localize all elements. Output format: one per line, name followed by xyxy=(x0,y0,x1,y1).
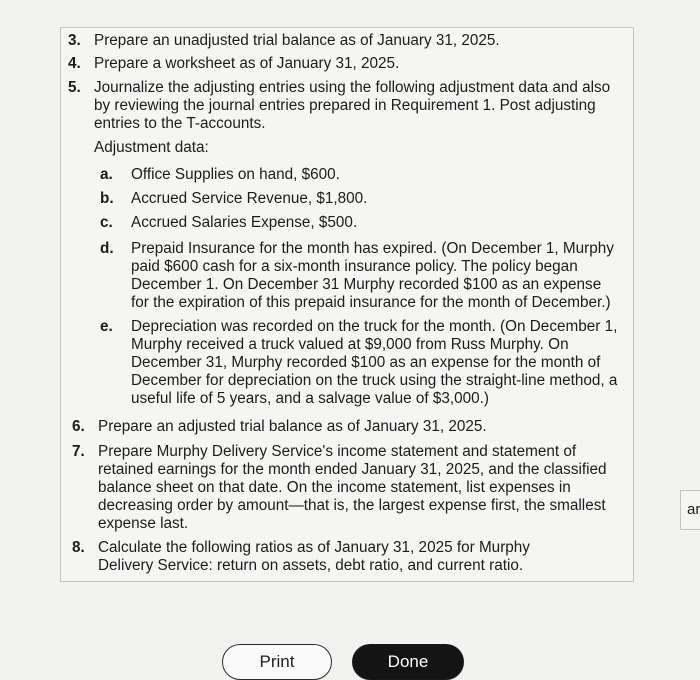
item-text-3: Prepare an unadjusted trial balance as of January 31, 2025. xyxy=(94,32,500,49)
adjustment-e-line: December for depreciation on the truck using the straight-line method, a xyxy=(131,372,618,389)
adjustment-d-line: December 1. On December 31 Murphy recorded $100 as an expense xyxy=(131,276,602,293)
adjustment-letter-e: e. xyxy=(100,318,113,335)
item-8-line: Calculate the following ratios as of January 31, 2025 for Murphy xyxy=(98,539,530,556)
adjustment-e-line: December 31, Murphy recorded $100 as an expense for the month of xyxy=(131,354,601,371)
adjustment-letter-c: c. xyxy=(100,214,113,231)
adjacent-panel-edge xyxy=(680,490,700,530)
adjacent-panel-text: ar xyxy=(687,501,700,518)
item-text-6: Prepare an adjusted trial balance as of January 31, 2025. xyxy=(98,418,487,435)
adjustment-e-line: Murphy received a truck valued at $9,000 from Russ Murphy. On xyxy=(131,336,569,353)
adjustment-d-line: Prepaid Insurance for the month has expired. (On December 1, Murphy xyxy=(131,240,614,257)
item-5-line: entries to the T-accounts. xyxy=(94,115,266,132)
adjustment-letter-b: b. xyxy=(100,190,114,207)
item-number-5: 5. xyxy=(68,79,81,96)
item-7-line: decreasing order by amount—that is, the largest expense first, the smallest xyxy=(98,497,606,514)
item-7-line: Prepare Murphy Delivery Service's income statement and statement of xyxy=(98,443,577,460)
item-7-line: expense last. xyxy=(98,515,189,532)
item-5-line: Journalize the adjusting entries using the following adjustment data and also xyxy=(94,79,611,96)
adjustment-e-line: Depreciation was recorded on the truck for the month. (On December 1, xyxy=(131,318,618,335)
print-button[interactable]: Print xyxy=(222,644,332,680)
adjustment-a-line: Office Supplies on hand, $600. xyxy=(131,166,340,183)
adjustment-d-line: paid $600 cash for a six-month insurance policy. The policy began xyxy=(131,258,578,275)
item-number-4: 4. xyxy=(68,55,81,72)
item-7-line: retained earnings for the month ended January 31, 2025, and the classified xyxy=(98,461,607,478)
adjustment-c-line: Accrued Salaries Expense, $500. xyxy=(131,214,358,231)
adjustment-e-line: useful life of 5 years, and a salvage value of $3,000.) xyxy=(131,390,490,407)
item-number-6: 6. xyxy=(72,418,85,435)
item-number-3: 3. xyxy=(68,32,81,49)
adjustment-b-line: Accrued Service Revenue, $1,800. xyxy=(131,190,368,207)
adjustment-letter-a: a. xyxy=(100,166,113,183)
item-7-line: balance sheet on that date. On the income statement, list expenses in xyxy=(98,479,571,496)
item-number-8: 8. xyxy=(72,539,85,556)
done-button[interactable]: Done xyxy=(352,644,464,680)
item-5-line: by reviewing the journal entries prepared in Requirement 1. Post adjusting xyxy=(94,97,596,114)
adjustment-d-line: for the expiration of this prepaid insurance for the month of December.) xyxy=(131,294,611,311)
adjustment-heading: Adjustment data: xyxy=(94,139,209,156)
item-text-4: Prepare a worksheet as of January 31, 2025. xyxy=(94,55,400,72)
item-8-line: Delivery Service: return on assets, debt ratio, and current ratio. xyxy=(98,557,524,574)
adjustment-letter-d: d. xyxy=(100,240,114,257)
item-number-7: 7. xyxy=(72,443,85,460)
